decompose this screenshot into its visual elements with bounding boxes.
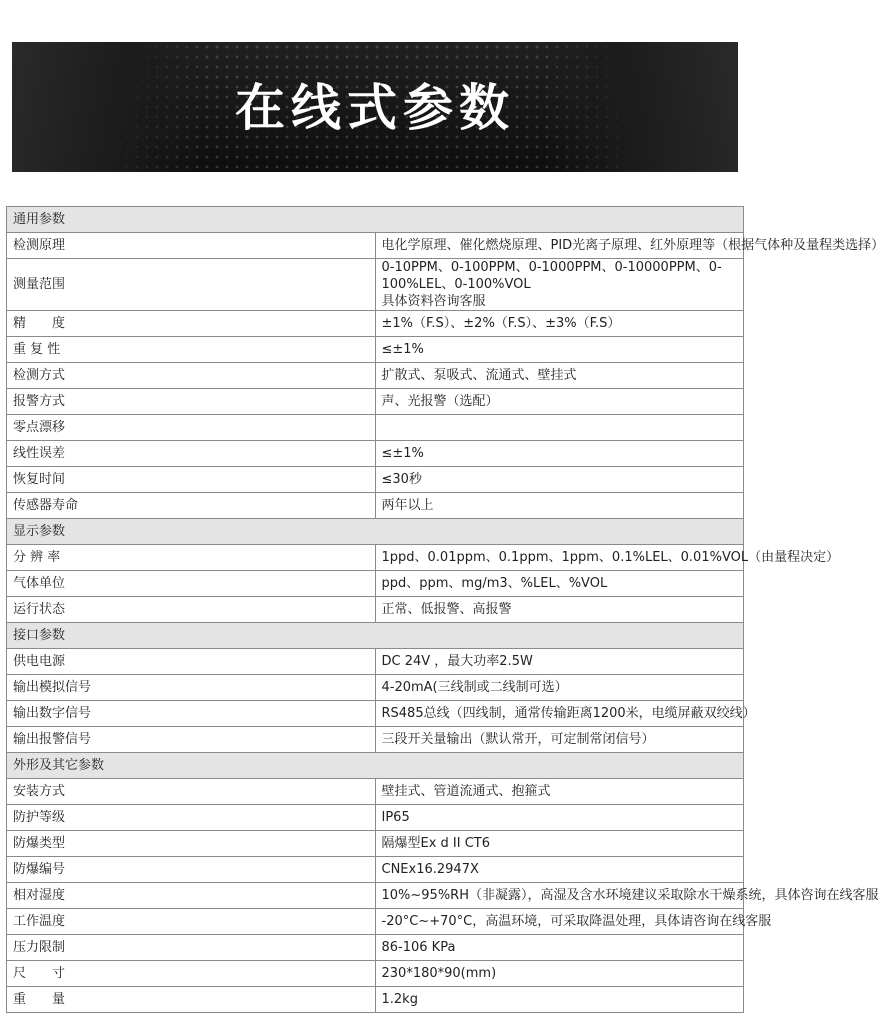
spec-row	[7, 259, 744, 311]
spec-value-cell	[375, 363, 744, 389]
spec-value-cell	[375, 883, 879, 909]
spec-row	[7, 337, 744, 363]
spec-label: 重 量	[7, 987, 376, 1013]
spec-row	[7, 935, 744, 961]
spec-label: 压力限制	[7, 935, 376, 961]
spec-row	[7, 545, 744, 571]
spec-label: 检测方式	[7, 363, 376, 389]
spec-row	[7, 701, 744, 727]
spec-value: 1ppd、0.01ppm、0.1ppm、1ppm、0.1%LEL、0.01%VOL（由量程决定）	[381, 550, 840, 565]
spec-value: 三段开关量输出（默认常开，可定制常闭信号）	[381, 732, 655, 747]
spec-value-cell	[375, 909, 772, 935]
spec-label: 恢复时间	[7, 467, 376, 493]
spec-row	[7, 571, 744, 597]
spec-label: 供电电源	[7, 649, 376, 675]
spec-value-cell	[375, 493, 744, 519]
spec-row	[7, 415, 744, 441]
spec-label: 尺 寸	[7, 961, 376, 987]
spec-label: 防爆类型	[7, 831, 376, 857]
spec-value: 壁挂式、管道流通式、抱箍式	[381, 784, 551, 799]
spec-row	[7, 441, 744, 467]
spec-value-cell	[375, 701, 756, 727]
banner-title: 在线式参数	[235, 79, 515, 137]
spec-value-cell	[375, 649, 744, 675]
section-title: 通用参数	[7, 207, 744, 233]
spec-value-cell	[375, 545, 840, 571]
spec-label: 运行状态	[7, 597, 376, 623]
spec-value-cell	[375, 675, 744, 701]
spec-value-cell	[375, 805, 744, 831]
spec-value: IP65	[381, 810, 410, 825]
spec-row	[7, 389, 744, 415]
spec-value: DC 24V ，最大功率2.5W	[381, 654, 533, 669]
spec-value: CNEx16.2947X	[381, 862, 479, 877]
spec-row	[7, 857, 744, 883]
spec-row	[7, 311, 744, 337]
spec-row	[7, 467, 744, 493]
spec-value: ≤±1%	[381, 342, 424, 357]
section-title: 接口参数	[7, 623, 744, 649]
spec-value: 正常、低报警、高报警	[381, 602, 512, 617]
spec-row	[7, 727, 744, 753]
section-header-row	[7, 623, 744, 649]
spec-value-cell	[375, 727, 744, 753]
spec-value: 两年以上	[381, 498, 434, 513]
spec-row	[7, 597, 744, 623]
spec-value-cell	[375, 779, 744, 805]
spec-row	[7, 493, 744, 519]
spec-value-cell	[375, 857, 744, 883]
spec-label: 检测原理	[7, 233, 376, 259]
spec-value: RS485总线（四线制，通常传输距离1200米，电缆屏蔽双绞线）	[381, 706, 756, 721]
spec-value: 86-106 KPa	[381, 940, 456, 955]
spec-value-cell	[375, 597, 744, 623]
title-banner	[12, 42, 738, 172]
spec-value-cell	[375, 467, 744, 493]
spec-value: 扩散式、泵吸式、流通式、壁挂式	[381, 368, 577, 383]
spec-label: 安装方式	[7, 779, 376, 805]
spec-label: 重 复 性	[7, 337, 376, 363]
spec-label: 防爆编号	[7, 857, 376, 883]
spec-label: 相对湿度	[7, 883, 376, 909]
spec-label: 分 辨 率	[7, 545, 376, 571]
spec-label: 报警方式	[7, 389, 376, 415]
spec-row	[7, 675, 744, 701]
spec-row	[7, 233, 744, 259]
spec-value: 声、光报警（选配）	[381, 394, 499, 409]
spec-label: 防护等级	[7, 805, 376, 831]
spec-value: ≤30秒	[381, 472, 422, 487]
spec-value: 4-20mA(三线制或二线制可选）	[381, 680, 568, 695]
spec-row	[7, 649, 744, 675]
spec-value: 230*180*90(mm)	[381, 966, 497, 981]
spec-value: ≤±1%	[381, 446, 424, 461]
spec-row	[7, 831, 744, 857]
spec-value: 1.2kg	[381, 992, 418, 1007]
section-header-row	[7, 207, 744, 233]
spec-row	[7, 961, 744, 987]
spec-value-cell	[375, 961, 744, 987]
spec-row	[7, 805, 744, 831]
spec-value-cell	[375, 259, 744, 311]
spec-label: 线性误差	[7, 441, 376, 467]
spec-row	[7, 363, 744, 389]
spec-label: 零点漂移	[7, 415, 376, 441]
spec-value-cell	[375, 233, 884, 259]
spec-value-cell	[375, 311, 744, 337]
spec-label: 工作温度	[7, 909, 376, 935]
section-title: 显示参数	[7, 519, 744, 545]
spec-label: 输出模拟信号	[7, 675, 376, 701]
spec-label: 输出数字信号	[7, 701, 376, 727]
spec-value: 电化学原理、催化燃烧原理、PID光离子原理、红外原理等（根据气体种及量程类选择）	[381, 238, 884, 253]
spec-label: 测量范围	[7, 259, 376, 311]
spec-value: ±1%（F.S）、±2%（F.S）、±3%（F.S）	[381, 316, 621, 331]
spec-row	[7, 883, 744, 909]
spec-row	[7, 779, 744, 805]
section-title: 外形及其它参数	[7, 753, 744, 779]
spec-value: ppd、ppm、mg/m3、%LEL、%VOL	[381, 576, 608, 591]
spec-label: 传感器寿命	[7, 493, 376, 519]
spec-value-cell	[375, 987, 744, 1013]
spec-row	[7, 909, 744, 935]
spec-value-cell	[375, 389, 744, 415]
spec-value: 10%~95%RH（非凝露），高湿及含水环境建议采取除水干燥系统，具体咨询在线客服	[381, 888, 879, 903]
spec-value-cell	[375, 831, 744, 857]
spec-table	[6, 206, 884, 1013]
spec-label: 输出报警信号	[7, 727, 376, 753]
spec-value-line2: 具体资料咨询客服	[381, 294, 486, 309]
spec-value-cell	[375, 935, 744, 961]
section-header-row	[7, 519, 744, 545]
spec-label: 精 度	[7, 311, 376, 337]
spec-label: 气体单位	[7, 571, 376, 597]
spec-value-cell	[375, 415, 744, 441]
spec-value: -20°C~+70°C，高温环境，可采取降温处理，具体请咨询在线客服	[381, 914, 772, 929]
spec-row	[7, 987, 744, 1013]
spec-value-cell	[375, 337, 744, 363]
spec-value: 0-10PPM、0-100PPM、0-1000PPM、0-10000PPM、0-100%LEL、0-100%VOL	[381, 260, 722, 292]
section-header-row	[7, 753, 744, 779]
spec-value-cell	[375, 571, 744, 597]
spec-value: 隔爆型Ex d II CT6	[381, 836, 491, 851]
spec-value-cell	[375, 441, 744, 467]
